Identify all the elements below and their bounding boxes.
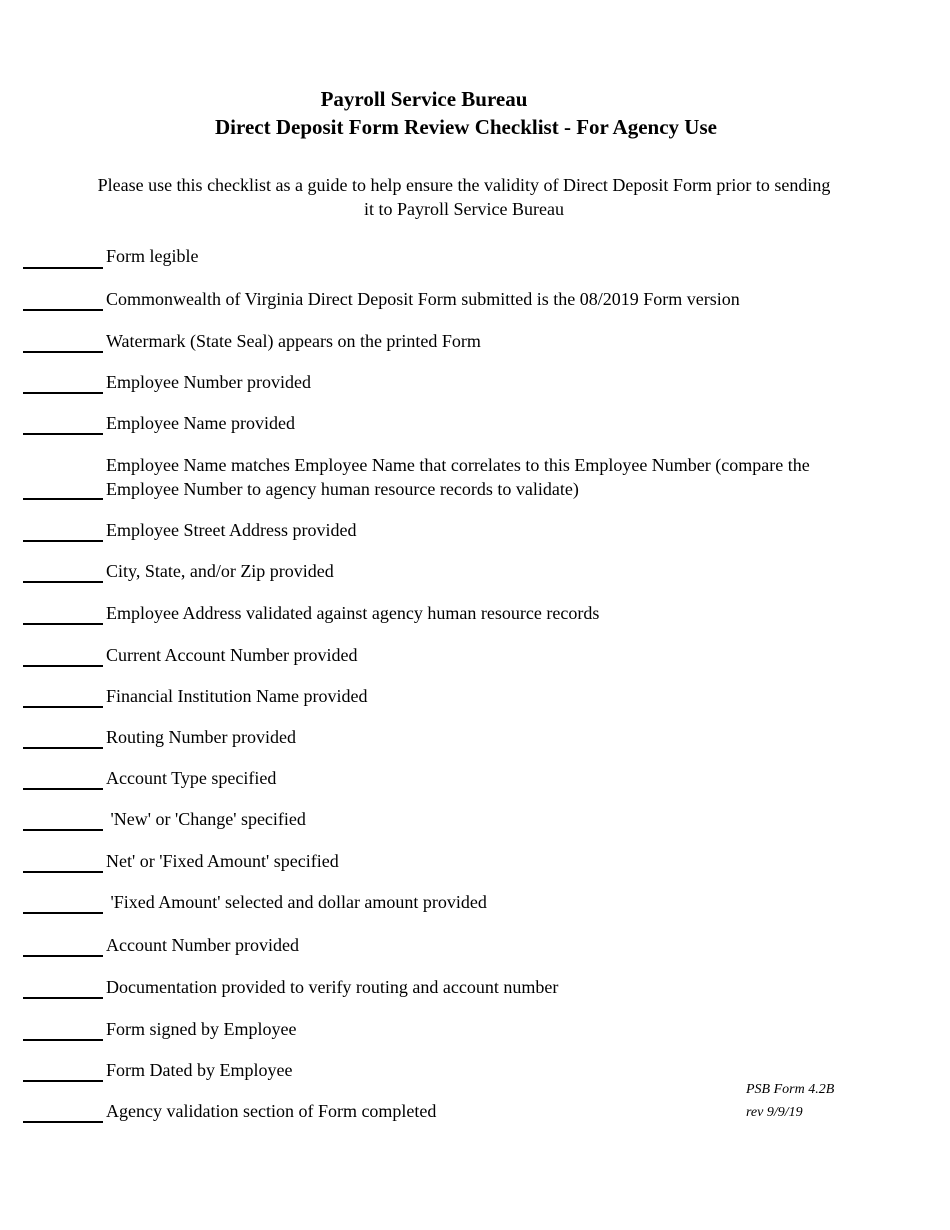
- checklist-item-label: Form legible: [106, 246, 199, 266]
- check-blank[interactable]: [23, 788, 103, 790]
- checklist-item-label: Employee Number provided: [106, 372, 311, 392]
- check-blank[interactable]: [23, 433, 103, 435]
- page-subtitle: Direct Deposit Form Review Checklist - For Agency Use: [215, 115, 717, 139]
- checklist-item-label: Net' or 'Fixed Amount' specified: [106, 851, 339, 871]
- checklist-item-label: Current Account Number provided: [106, 645, 358, 665]
- checklist-item-label: Financial Institution Name provided: [106, 686, 368, 706]
- form-revision: rev 9/9/19: [746, 1105, 803, 1120]
- checklist-item-label: Employee Name matches Employee Name that correlates to this Employee Number (compare the Employee Number to agency human resource records to validate): [106, 455, 815, 499]
- check-blank[interactable]: [23, 309, 103, 311]
- checklist-item-label: 'Fixed Amount' selected and dollar amount provided: [106, 892, 487, 912]
- intro-text: Please use this checklist as a guide to help ensure the validity of Direct Deposit Form prior to sending it to Payroll Service Bureau: [97, 175, 831, 219]
- checklist-item-label: Agency validation section of Form completed: [106, 1101, 437, 1121]
- checklist-item-label: City, State, and/or Zip provided: [106, 561, 334, 581]
- page-title: Payroll Service Bureau: [320, 87, 528, 111]
- checklist-item-label: Employee Name provided: [106, 413, 295, 433]
- check-blank[interactable]: [23, 267, 103, 269]
- check-blank[interactable]: [23, 747, 103, 749]
- checklist-item-label: Watermark (State Seal) appears on the printed Form: [106, 331, 481, 351]
- check-blank[interactable]: [23, 623, 103, 625]
- check-blank[interactable]: [23, 540, 103, 542]
- check-blank[interactable]: [23, 392, 103, 394]
- checklist-item-label: Account Number provided: [106, 935, 299, 955]
- check-blank[interactable]: [23, 829, 103, 831]
- checklist-item-label: Form Dated by Employee: [106, 1060, 293, 1080]
- check-blank[interactable]: [23, 997, 103, 999]
- form-id: PSB Form 4.2B: [746, 1082, 835, 1097]
- check-blank[interactable]: [23, 581, 103, 583]
- checklist-item-label: Commonwealth of Virginia Direct Deposit Form submitted is the 08/2019 Form version: [106, 289, 740, 309]
- check-blank[interactable]: [23, 351, 103, 353]
- check-blank[interactable]: [23, 1121, 103, 1123]
- check-blank[interactable]: [23, 1080, 103, 1082]
- check-blank[interactable]: [23, 498, 103, 500]
- checklist-item-label: Account Type specified: [106, 768, 277, 788]
- check-blank[interactable]: [23, 665, 103, 667]
- checklist-item-label: Form signed by Employee: [106, 1019, 297, 1039]
- check-blank[interactable]: [23, 955, 103, 957]
- checklist-item-label: Documentation provided to verify routing and account number: [106, 977, 559, 997]
- checklist-item-label: Employee Street Address provided: [106, 520, 357, 540]
- checklist-item-label: Routing Number provided: [106, 727, 296, 747]
- check-blank[interactable]: [23, 871, 103, 873]
- checklist-item-label: 'New' or 'Change' specified: [106, 809, 306, 829]
- checklist-item-label: Employee Address validated against agency human resource records: [106, 603, 600, 623]
- check-blank[interactable]: [23, 912, 103, 914]
- check-blank[interactable]: [23, 706, 103, 708]
- check-blank[interactable]: [23, 1039, 103, 1041]
